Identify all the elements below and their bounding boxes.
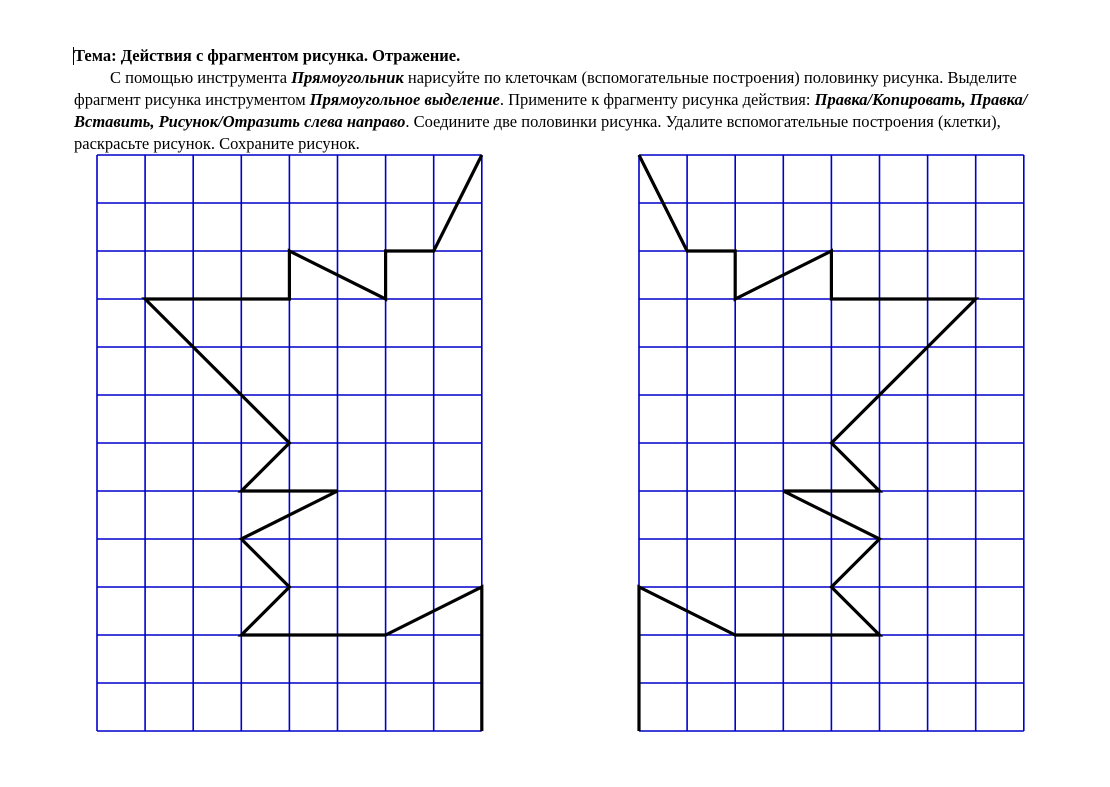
instruction-text-1: С помощью инструмента [110, 68, 292, 87]
tool-rectangle: Прямоугольник [291, 68, 404, 87]
right-grid-panel [639, 155, 1024, 731]
instruction-text-4: . Соедините две половинки рисунка. Удалите вспомогательные построения (клетки), раскрасьте рисунок. Сохраните рисунок. [74, 112, 1001, 153]
instruction-text-3: . Примените к фрагменту рисунка действия: [499, 90, 815, 109]
page-title: Тема: Действия с фрагментом рисунка. Отражение. [74, 46, 461, 65]
menu-actions: Правка/Копировать, Правка/Вставить, Рисунок/Отразить слева направо [74, 90, 1028, 131]
left-grid-panel [97, 155, 482, 731]
instruction-text-2: нарисуйте по клеточкам (вспомогательные построения) половинку рисунка. Выделите фрагмент рисунка инструментом [74, 68, 1017, 109]
tool-rect-select: Прямоугольное выделение [309, 90, 500, 109]
